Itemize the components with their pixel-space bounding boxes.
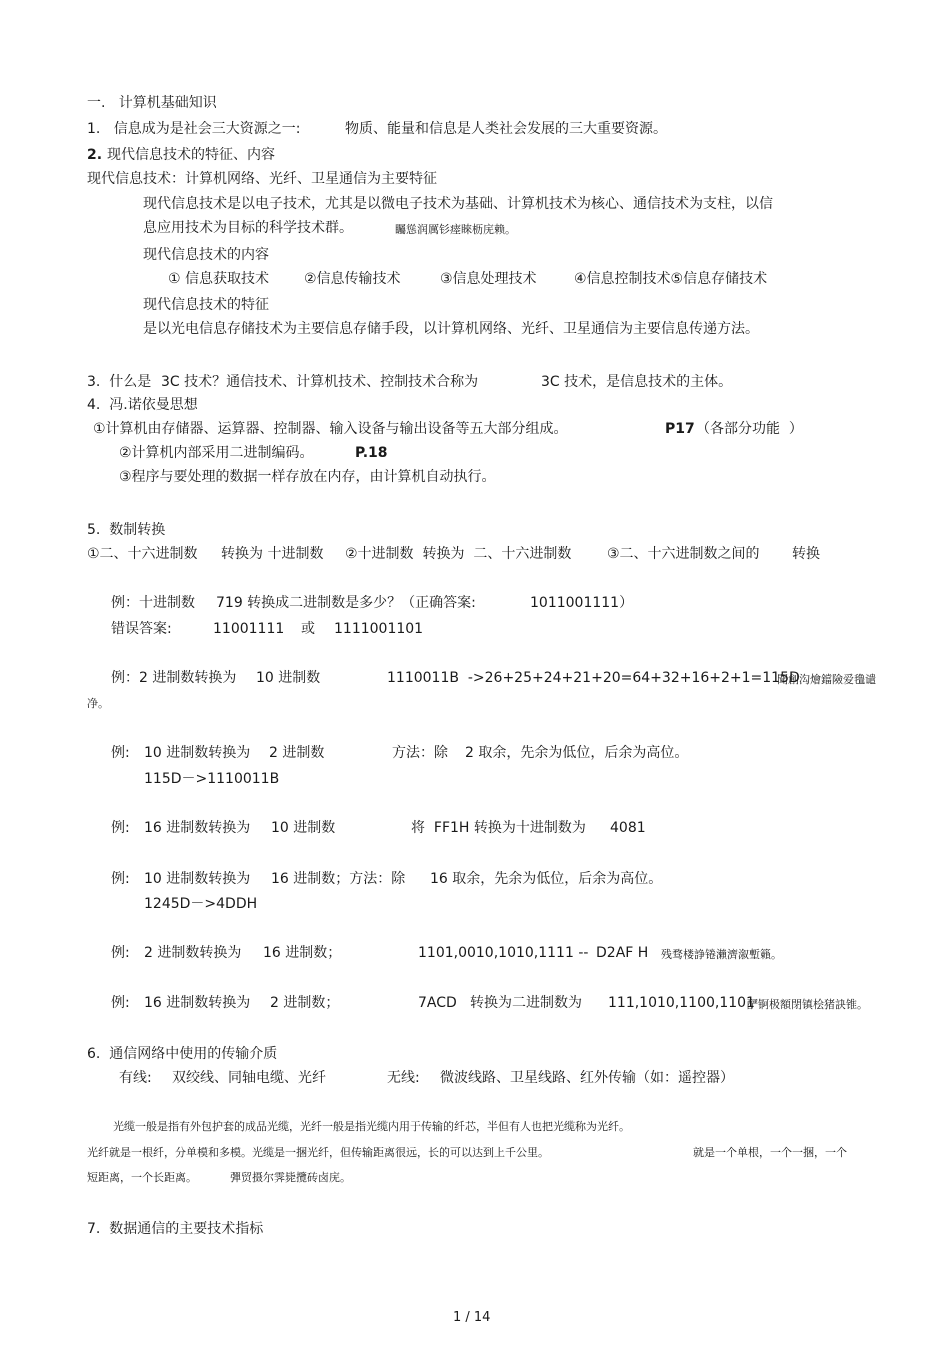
example-result: 4081 <box>610 820 646 836</box>
wrong-answer-2: 1111001101 <box>334 621 424 637</box>
wireless-media: 微波线路、卫星线路、红外传输（如：遥控器） <box>440 1070 734 1086</box>
example-method: 将 FF1H 转换为十进制数为 <box>411 820 586 836</box>
item-2-text: 现代信息技术的特征、内容 <box>107 147 275 163</box>
page-ref-note: （各部分功能 ） <box>696 421 803 437</box>
note-line: 光缆一般是指有外包护套的成品光缆，光纤一般是指光缆内用于传输的纤芯，半但有人也把光缆称为光纤。 <box>113 1120 630 1133</box>
example-method: 16 取余，先余为低位，后余为高位。 <box>430 871 663 887</box>
wired-label: 有线: <box>119 1070 152 1086</box>
item-3-text: 3C 技术？通信技术、计算机技术、控制技术合称为 <box>161 374 479 390</box>
example-text: 2 进制数转换为 <box>144 945 242 961</box>
garbled-text: 彈贸摄尔霁毙攬砖卤庑。 <box>230 1171 351 1184</box>
example-label: 例: <box>111 745 130 761</box>
example-method: 2 取余，先余为低位，后余为高位。 <box>465 745 689 761</box>
item-3-text-end: 3C 技术，是信息技术的主体。 <box>541 374 733 390</box>
item-1-text: 物质、能量和信息是人类社会发展的三大重要资源。 <box>345 121 667 137</box>
example-label: 例: <box>111 871 130 887</box>
example-text: 16 进制数转换为 <box>144 820 251 836</box>
conversion-type: ②十进制数 转换为 二、十六进制数 <box>345 546 572 562</box>
garbled-text: 聞創沟燴鐺險爱氇谴 <box>777 673 876 686</box>
example-label: 例：十进制数 <box>111 595 195 611</box>
paragraph-line: 现代信息技术的特征 <box>143 297 269 313</box>
conversion-type: 转换为 十进制数 <box>221 546 324 562</box>
example-result: 1245D－>4DDH <box>144 896 258 912</box>
example-text: 2 进制数 <box>269 745 325 761</box>
example-text: 10 进制数 <box>271 820 336 836</box>
page-number: 1 / 14 <box>453 1310 491 1325</box>
example-label: 例: <box>111 945 130 961</box>
example-result: 111,1010,1100,1101 <box>608 995 755 1011</box>
item-4-heading: 4. 冯.诺依曼思想 <box>87 397 198 413</box>
example-text: 16 进制数；方法：除 <box>271 871 406 887</box>
note-line: 光纤就是一根纤，分单模和多模。光缆是一捆光纤，但传输距离很远，长的可以达到上千公里。 <box>87 1146 549 1159</box>
example-text: 16 进制数； <box>263 945 342 961</box>
example-label: 例: <box>111 820 130 836</box>
paragraph-line: 是以光电信息存储技术为主要信息存储手段，以计算机网络、光纤、卫星通信为主要信息传递方法。 <box>143 321 759 337</box>
example-text: 16 进制数转换为 <box>144 995 251 1011</box>
item-7-heading: 7. 数据通信的主要技术指标 <box>87 1221 264 1237</box>
page-ref-p18: P.18 <box>355 445 388 461</box>
item-2-number: 2. <box>87 147 103 163</box>
example-text: 10 进制数转换为 <box>144 745 251 761</box>
example-text: 10 进制数 <box>256 670 321 686</box>
example-text: 转换为二进制数为 <box>470 995 582 1011</box>
item-1-label: 1. 信息成为是社会三大资源之一: <box>87 121 301 137</box>
wrong-answer-or: 或 <box>301 621 315 637</box>
example-result: D2AF H <box>596 945 649 961</box>
paragraph-line: 息应用技术为目标的科学技术群。 <box>143 220 353 236</box>
paragraph-line: 现代信息技术是以电子技术，尤其是以微电子技术为基础、计算机技术为核心、通信技术为支柱，以信 <box>143 196 773 212</box>
example-answer: 1011001111） <box>530 595 634 611</box>
paragraph-line: 现代信息技术：计算机网络、光纤、卫星通信为主要特征 <box>87 171 437 187</box>
conversion-type: ③二、十六进制数之间的 <box>607 546 760 562</box>
example-method: 方法：除 <box>392 745 448 761</box>
note-line: 就是一个单根，一个一捆，一个 <box>693 1146 847 1159</box>
von-neumann-2: ②计算机内部采用二进制编码。 <box>119 445 314 461</box>
wrong-answer-label: 错误答案: <box>111 621 172 637</box>
example-result: 115D－>1110011B <box>144 771 280 787</box>
page-ref-p17: P17 <box>665 421 695 437</box>
item-3-label: 3. 什么是 <box>87 374 152 390</box>
von-neumann-1: ①计算机由存储器、运算器、控制器、输入设备与输出设备等五大部分组成。 <box>93 421 568 437</box>
wireless-label: 无线: <box>387 1070 420 1086</box>
tech-item-2: ②信息传输技术 <box>304 271 401 287</box>
wired-media: 双绞线、同轴电缆、光纤 <box>172 1070 326 1086</box>
example-calc: 1110011B ->26+25+24+21+20=64+32+16+2+1=115D <box>387 670 800 686</box>
item-6-heading: 6. 通信网络中使用的传输介质 <box>87 1046 278 1062</box>
example-calc: 7ACD <box>418 995 457 1011</box>
conversion-type: ①二、十六进制数 <box>87 546 198 562</box>
note-line: 短距离，一个长距离。 <box>87 1171 197 1184</box>
example-text: 719 转换成二进制数是多少？（正确答案: <box>216 595 476 611</box>
garbled-text: 净。 <box>87 697 109 710</box>
example-text: 10 进制数转换为 <box>144 871 251 887</box>
wrong-answer-1: 11001111 <box>213 621 285 637</box>
garbled-text: 残骛楼諍锩瀨濟溆塹籟。 <box>661 948 782 961</box>
paragraph-line: 现代信息技术的内容 <box>143 247 269 263</box>
garbled-text: 矚慫润厲钐瘗睞枥庑赖。 <box>395 223 516 236</box>
von-neumann-3: ③程序与要处理的数据一样存放在内存，由计算机自动执行。 <box>119 469 496 485</box>
conversion-type: 转换 <box>792 546 820 562</box>
tech-item-3: ③信息处理技术 <box>440 271 537 287</box>
example-label: 例：2 进制数转换为 <box>111 670 237 686</box>
garbled-text: 酽锕极額閉镇桧猪訣锥。 <box>747 998 868 1011</box>
tech-item-1: ① 信息获取技术 <box>168 271 270 287</box>
example-calc: 1101,0010,1010,1111 -- <box>418 945 589 961</box>
example-label: 例: <box>111 995 130 1011</box>
example-text: 2 进制数； <box>270 995 340 1011</box>
tech-item-4-5: ④信息控制技术⑤信息存储技术 <box>574 271 768 287</box>
item-5-heading: 5. 数制转换 <box>87 522 166 538</box>
heading-computer-basics: 一. 计算机基础知识 <box>87 95 217 111</box>
